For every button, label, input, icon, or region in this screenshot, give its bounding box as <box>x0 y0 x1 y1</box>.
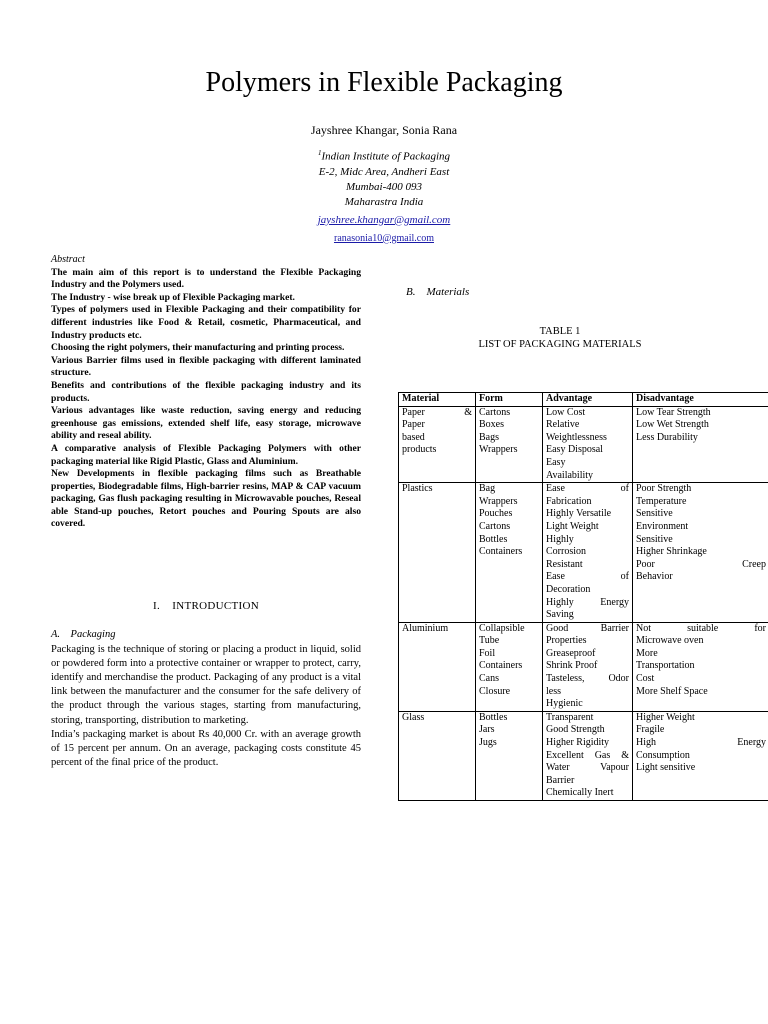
cell-text-line: Transparent <box>546 711 594 723</box>
cell-text-line: Cans <box>479 673 499 685</box>
cell-text-line: Light Weight <box>546 520 599 532</box>
cell-text-line: Low Tear Strength <box>636 406 711 418</box>
cell-text-line: Excellent Gas & <box>546 749 629 761</box>
abstract-paragraph: The main aim of this report is to understand the Flexible Packaging Industry and the Polymers used. <box>51 266 361 291</box>
cell-text-line: less <box>546 685 561 697</box>
table-cell-advantage <box>543 622 633 711</box>
abstract-paragraph: Various Barrier films used in flexible packaging with different laminated structure. <box>51 354 361 379</box>
abstract-body <box>51 267 361 531</box>
abstract-paragraph: New Developments in flexible packaging films such as Breathable properties, Biodegradable films, High-barrier resins, MAP & CAP vacuum packaging, Gas flush packaging resulting in Microwavable pouches, Reseal able Stand-up pouches, Retort pouches and Pouring Spouts are also covered. <box>51 468 361 530</box>
cell-text-line: Plastics <box>402 483 433 495</box>
affiliation-superscript: 1 <box>317 149 322 157</box>
cell-text-line: Bottles <box>479 711 508 723</box>
introduction-body <box>51 643 361 770</box>
cell-text-line: Consumption <box>636 749 690 761</box>
cell-text-line: More <box>636 647 658 659</box>
introduction-paragraph: India’s packaging market is about Rs 40,000 Cr. with an average growth of 15 percent per annum. On an average, packaging costs constitute 45 percent of the final price of the product. <box>51 728 361 768</box>
cell-text-line: Cost <box>636 673 655 685</box>
table-title: LIST OF PACKAGING MATERIALS <box>478 339 642 350</box>
cell-text-line: Higher Shrinkage <box>636 546 707 558</box>
table-number: TABLE 1 <box>539 326 581 337</box>
cell-text-line: Cartons <box>479 406 511 418</box>
table-cell-material <box>399 406 476 483</box>
affiliation-line: E-2, Midc Area, Andheri East <box>318 165 450 178</box>
table-row <box>399 622 768 711</box>
abstract-paragraph: A comparative analysis of Flexible Packaging Polymers with other packaging material like Rigid Plastic, Glass and Aluminium. <box>51 442 361 467</box>
cell-text-line: Easy Disposal <box>546 444 603 456</box>
cell-text-line: Good Barrier <box>546 622 629 634</box>
cell-text-line: Light sensitive <box>636 762 696 774</box>
affiliation-institute: Indian Institute of Packaging <box>321 150 451 163</box>
cell-text-line: Paper & <box>402 406 472 418</box>
table-cell-material <box>399 483 476 623</box>
cell-text-line: Shrink Proof <box>546 660 598 672</box>
cell-text-line: Highly Versatile <box>546 508 612 520</box>
cell-text-line: Jugs <box>479 737 497 749</box>
cell-text-line: based <box>402 431 425 443</box>
table-cell-material <box>399 711 476 800</box>
cell-text-line: Ease of <box>546 483 629 495</box>
cell-text-line: Easy <box>546 456 566 468</box>
table-cell-advantage <box>543 711 633 800</box>
cell-text-line: Fabrication <box>546 495 592 507</box>
cell-text-line: Less Durability <box>636 431 698 443</box>
abstract-paragraph: Various advantages like waste reduction, saving energy and reducing greenhouse gas emissions, extended shelf life, easy storage, microwave ability and reseal ability. <box>51 405 361 442</box>
affiliation-block <box>0 146 768 246</box>
cell-text-line: Weightlessness <box>546 431 607 443</box>
table-cell-disadvantage <box>633 711 768 800</box>
cell-text-line: Behavior <box>636 571 673 583</box>
cell-text-line: Highly <box>546 533 574 545</box>
cell-text-line: Good Strength <box>546 724 605 736</box>
cell-text-line: Low Cost <box>546 406 586 418</box>
cell-text-line: Paper <box>402 419 425 431</box>
materials-heading: B. Materials <box>406 286 470 298</box>
affiliation-line: Mumbai-400 093 <box>345 180 423 193</box>
cell-text-line: Collapsible <box>479 622 525 634</box>
table-cell-disadvantage <box>633 406 768 483</box>
introduction-section <box>51 628 361 770</box>
cell-text-line: Water Vapour <box>546 762 629 774</box>
abstract-label: Abstract <box>51 254 85 265</box>
cell-text-line: Greaseproof <box>546 647 596 659</box>
cell-text-line: Properties <box>546 635 587 647</box>
table-cell-disadvantage <box>633 622 768 711</box>
cell-text-line: Wrappers <box>479 495 518 507</box>
cell-text-line: Bags <box>479 431 499 443</box>
cell-text-line: Temperature <box>636 495 687 507</box>
cell-text-line: Pouches <box>479 508 513 520</box>
cell-text-line: Availability <box>546 469 594 481</box>
cell-text-line: Corrosion <box>546 546 586 558</box>
cell-text-line: Containers <box>479 546 523 558</box>
cell-text-line: High Energy <box>636 737 766 749</box>
cell-text-line: Tasteless, Odor <box>546 673 629 685</box>
cell-text-line: Chemically Inert <box>546 787 614 799</box>
cell-text-line: Resistant <box>546 558 583 570</box>
cell-text-line: Closure <box>479 685 511 697</box>
abstract-paragraph: Benefits and contributions of the flexible packaging industry and its products. <box>51 379 361 404</box>
table-cell-material <box>399 622 476 711</box>
cell-text-line: Wrappers <box>479 444 518 456</box>
cell-text-line: Bag <box>479 483 496 495</box>
table-cell-advantage <box>543 406 633 483</box>
email-link-1[interactable]: jayshree.khangar@gmail.com <box>317 213 451 226</box>
cell-text-line: Highly Energy <box>546 596 629 608</box>
cell-text-line: Bottles <box>479 533 508 545</box>
cell-text-line: Saving <box>546 609 574 621</box>
abstract-paragraph: Choosing the right polymers, their manufacturing and printing process. <box>51 342 345 354</box>
cell-text-line: Not suitable for <box>636 622 766 634</box>
table-header-row <box>399 393 768 407</box>
abstract-section <box>51 254 361 531</box>
cell-text-line: Microwave oven <box>636 635 704 647</box>
cell-text-line: Poor Strength <box>636 483 692 495</box>
cell-text-line: Sensitive <box>636 533 673 545</box>
cell-text-line: Decoration <box>546 583 591 595</box>
abstract-paragraph: Types of polymers used in Flexible Packaging and their compatibility for different industries like Food & Retail, cosmetic, Pharmaceutical, and Industry products etc. <box>51 304 361 341</box>
cell-text-line: Environment <box>636 520 689 532</box>
cell-text-line: Aluminium <box>402 622 449 634</box>
table-cell-form <box>476 406 543 483</box>
cell-text-line: Containers <box>479 660 523 672</box>
table-cell-form <box>476 483 543 623</box>
affiliation-line <box>0 146 768 165</box>
introduction-heading: I. INTRODUCTION <box>153 600 259 612</box>
table-row <box>399 711 768 800</box>
cell-text-line: Cartons <box>479 520 511 532</box>
cell-text-line: More Shelf Space <box>636 685 708 697</box>
email-link-2[interactable]: ranasonia10@gmail.com <box>333 232 434 244</box>
cell-text-line: Transportation <box>636 660 695 672</box>
cell-text-line: Boxes <box>479 419 504 431</box>
table-row <box>399 406 768 483</box>
cell-text-line: Tube <box>479 635 500 647</box>
column-header-advantage: Advantage <box>543 393 633 407</box>
cell-text-line: Sensitive <box>636 508 673 520</box>
page-title: Polymers in Flexible Packaging <box>205 67 563 98</box>
cell-text-line: Fragile <box>636 724 665 736</box>
affiliation-line: Maharastra India <box>344 195 424 208</box>
cell-text-line: Jars <box>479 724 495 736</box>
cell-text-line: Glass <box>402 711 425 723</box>
cell-text-line: Ease of <box>546 571 629 583</box>
packaging-subheading: A. Packaging <box>51 629 116 640</box>
column-header-material: Material <box>399 393 476 407</box>
cell-text-line: Relative <box>546 419 580 431</box>
abstract-paragraph: The Industry - wise break up of Flexible Packaging market. <box>51 291 295 303</box>
cell-text-line: Higher Weight <box>636 711 695 723</box>
introduction-paragraph: Packaging is the technique of storing or placing a product in liquid, solid or powdered form into a protective container or wrapper to protect, carry, identify and merchandise the product. Packaging of any product is a vital link between the manufacturer and the consumer for the safe delivery of the product through the various stages, starting from manufacturing, storing, transporting, distribution to marketing. <box>51 644 361 726</box>
author-names: Jayshree Khangar, Sonia Rana <box>310 123 458 137</box>
table-caption <box>399 325 721 351</box>
column-header-form: Form <box>476 393 543 407</box>
packaging-materials-table <box>398 392 768 801</box>
table-cell-advantage <box>543 483 633 623</box>
cell-text-line: Poor Creep <box>636 558 766 570</box>
cell-text-line: Low Wet Strength <box>636 419 709 431</box>
cell-text-line: Higher Rigidity <box>546 737 610 749</box>
column-header-disadvantage: Disadvantage <box>633 393 768 407</box>
table-cell-disadvantage <box>633 483 768 623</box>
cell-text-line: products <box>402 444 437 456</box>
cell-text-line: Barrier <box>546 774 575 786</box>
table-cell-form <box>476 711 543 800</box>
cell-text-line: Foil <box>479 647 496 659</box>
table-row <box>399 483 768 623</box>
cell-text-line: Hygienic <box>546 698 583 710</box>
table-cell-form <box>476 622 543 711</box>
